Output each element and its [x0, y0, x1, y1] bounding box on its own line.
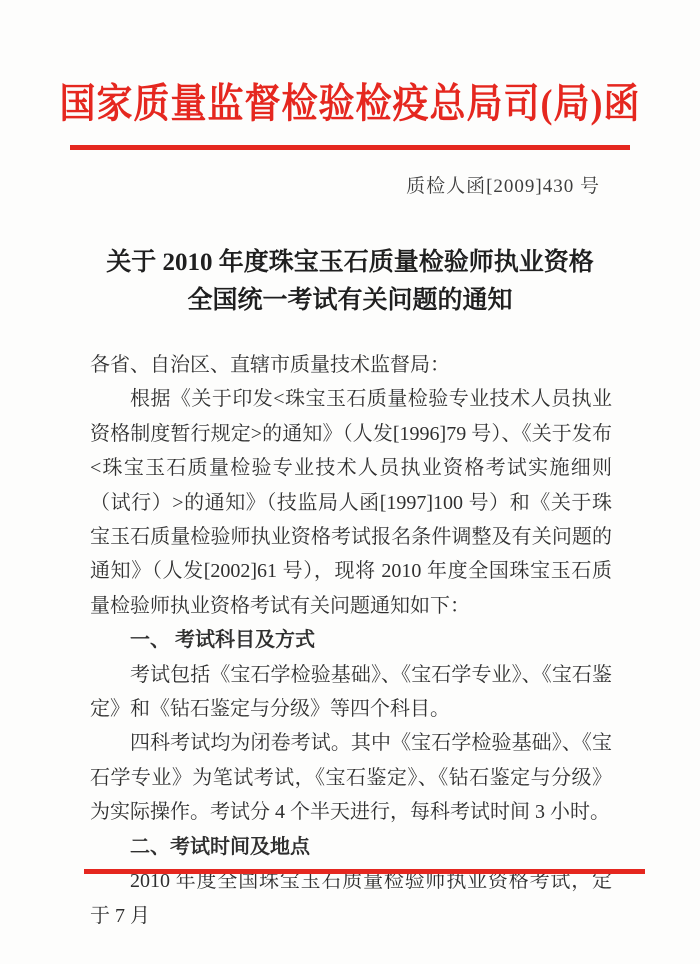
header-divider: [70, 145, 630, 150]
paragraph-subjects: 考试包括《宝石学检验基础》、《宝石学专业》、《宝石鉴定》和《钻石鉴定与分级》等四个科目。: [90, 663, 612, 721]
notice-title: [0, 244, 700, 320]
notice-title-line-2: 全国统一考试有关问题的通知: [187, 287, 513, 314]
paragraph-exam-date: 2010 年度全国珠宝玉石质量检验师执业资格考试，定于 7 月: [90, 870, 612, 927]
paragraph-basis: 根据《关于印发<珠宝玉石质量检验专业技术人员执业资格制度暂行规定>的通知》（人发[1996]79 号）、《关于发布<珠宝玉石质量检验专业技术人员执业资格考试实施细则（试行）>的通知》（技监局人函[1997]100 号）和《关于珠宝玉石质量检验师执业资格考试报名条件调整及有关问题的通知》（人发[2002]61 号），现将 2010 年度全国珠宝玉石质量检验师执业资格考试有关问题通知如下：: [90, 388, 612, 617]
notice-title-line-1: 关于 2010 年度珠宝玉石质量检验师执业资格: [106, 249, 594, 276]
notice-body: [90, 348, 612, 933]
section-heading-2: 二、考试时间及地点: [130, 835, 310, 858]
section-heading-1: 一、 考试科目及方式: [130, 629, 315, 652]
letterhead-title: 国家质量监督检验检疫总局司(局)函: [59, 80, 641, 126]
doc-number: 质检人函[2009]430 号: [406, 176, 600, 197]
footer-divider: [84, 869, 645, 874]
paragraph-exam-format: 四科考试均为闭卷考试。其中《宝石学检验基础》、《宝石学专业》为笔试考试，《宝石鉴定》、《钻石鉴定与分级》为实际操作。考试分 4 个半天进行，每科考试时间 3 小时。: [90, 732, 612, 824]
salutation: 各省、自治区、直辖市质量技术监督局：: [90, 354, 450, 376]
